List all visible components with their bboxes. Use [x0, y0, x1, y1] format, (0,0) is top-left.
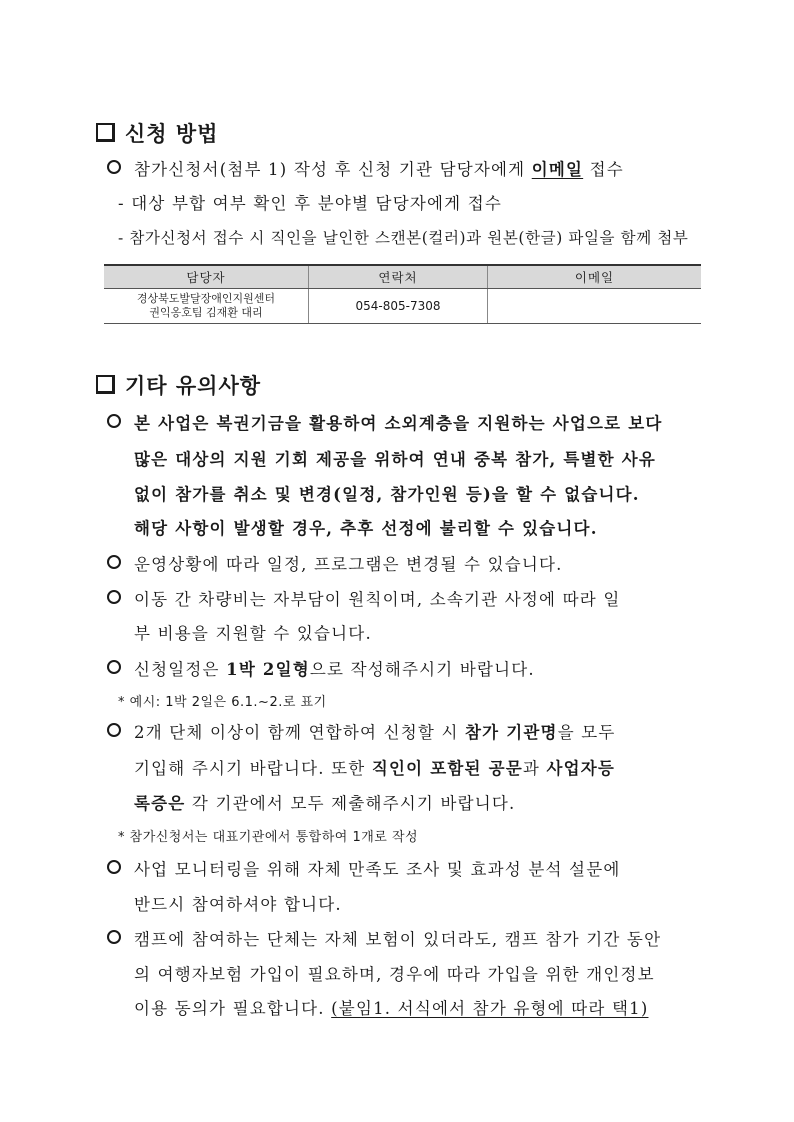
- note-5-line-1: 2개 단체 이상이 함께 연합하여 신청할 시 참가 기관명을 모두: [107, 719, 616, 743]
- note-2: 운영상황에 따라 일정, 프로그램은 변경될 수 있습니다.: [107, 551, 563, 575]
- note-7-line-3: 이용 동의가 필요합니다. (붙임1. 서식에서 참가 유형에 따라 택1): [134, 999, 649, 1018]
- note-6-line-2: 반드시 참여하셔야 합니다.: [134, 895, 342, 914]
- note-1-line-4: 해당 사항이 발생할 경우, 추후 선정에 불리할 수 있습니다.: [134, 519, 598, 538]
- note-7-line-2: 의 여행자보험 가입이 필요하며, 경우에 따라 가입을 위한 개인정보: [134, 965, 655, 984]
- contact-table: [104, 264, 701, 324]
- header-phone: 연락처: [309, 265, 488, 289]
- header-email: 이메일: [488, 265, 702, 289]
- cell-email: [488, 289, 702, 324]
- circle-bullet-icon: [107, 555, 121, 569]
- circle-bullet-icon: [107, 930, 121, 944]
- contact-table-header: [104, 265, 701, 289]
- apply-dash-2: - 참가신청서 접수 시 직인을 날인한 스캔본(컬러)과 원본(한글) 파일을 함께 첨부: [118, 229, 689, 247]
- note-7-line-1: 캠프에 참여하는 단체는 자체 보험이 있더라도, 캠프 참가 기간 동안: [107, 926, 661, 950]
- circle-bullet-icon: [107, 160, 121, 174]
- header-person: 담당자: [104, 265, 309, 289]
- cell-person: 경상북도발달장애인지원센터 권익옹호팀 김재환 대리: [104, 289, 309, 324]
- section-title-apply: 신청 방법: [96, 118, 218, 148]
- note-5-note: * 참가신청서는 대표기관에서 통합하여 1개로 작성: [118, 830, 419, 845]
- circle-bullet-icon: [107, 414, 121, 428]
- note-5-line-2: 기입해 주시기 바랍니다. 또한 직인이 포함된 공문과 사업자등: [134, 759, 616, 778]
- note-3-line-1: 이동 간 차량비는 자부담이 원칙이며, 소속기관 사정에 따라 일: [107, 586, 620, 610]
- circle-bullet-icon: [107, 590, 121, 604]
- cell-phone: 054-805-7308: [309, 289, 488, 324]
- note-4: 신청일정은 1박 2일형으로 작성해주시기 바랍니다.: [107, 656, 535, 680]
- note-1-line-1: 본 사업은 복권기금을 활용하여 소외계층을 지원하는 사업으로 보다: [107, 410, 663, 434]
- note-1-line-3: 없이 참가를 취소 및 변경(일정, 참가인원 등)을 할 수 없습니다.: [134, 485, 640, 504]
- apply-dash-1: - 대상 부합 여부 확인 후 분야별 담당자에게 접수: [118, 194, 502, 213]
- section-title-notes: 기타 유의사항: [96, 370, 261, 400]
- checkbox-square-icon: [96, 375, 115, 394]
- note-5-line-3: 록증은 각 기관에서 모두 제출해주시기 바랍니다.: [134, 794, 516, 813]
- note-6-line-1: 사업 모니터링을 위해 자체 만족도 조사 및 효과성 분석 설문에: [107, 856, 620, 880]
- note-3-line-2: 부 비용을 지원할 수 있습니다.: [134, 624, 372, 643]
- table-row: [104, 289, 701, 324]
- circle-bullet-icon: [107, 660, 121, 674]
- circle-bullet-icon: [107, 723, 121, 737]
- checkbox-square-icon: [96, 123, 115, 142]
- circle-bullet-icon: [107, 860, 121, 874]
- note-1-line-2: 많은 대상의 지원 기회 제공을 위하여 연내 중복 참가, 특별한 사유: [134, 450, 657, 469]
- apply-bullet-1: 참가신청서(첨부 1) 작성 후 신청 기관 담당자에게 이메일 접수: [107, 156, 624, 180]
- note-4-example: * 예시: 1박 2일은 6.1.~2.로 표기: [118, 695, 327, 710]
